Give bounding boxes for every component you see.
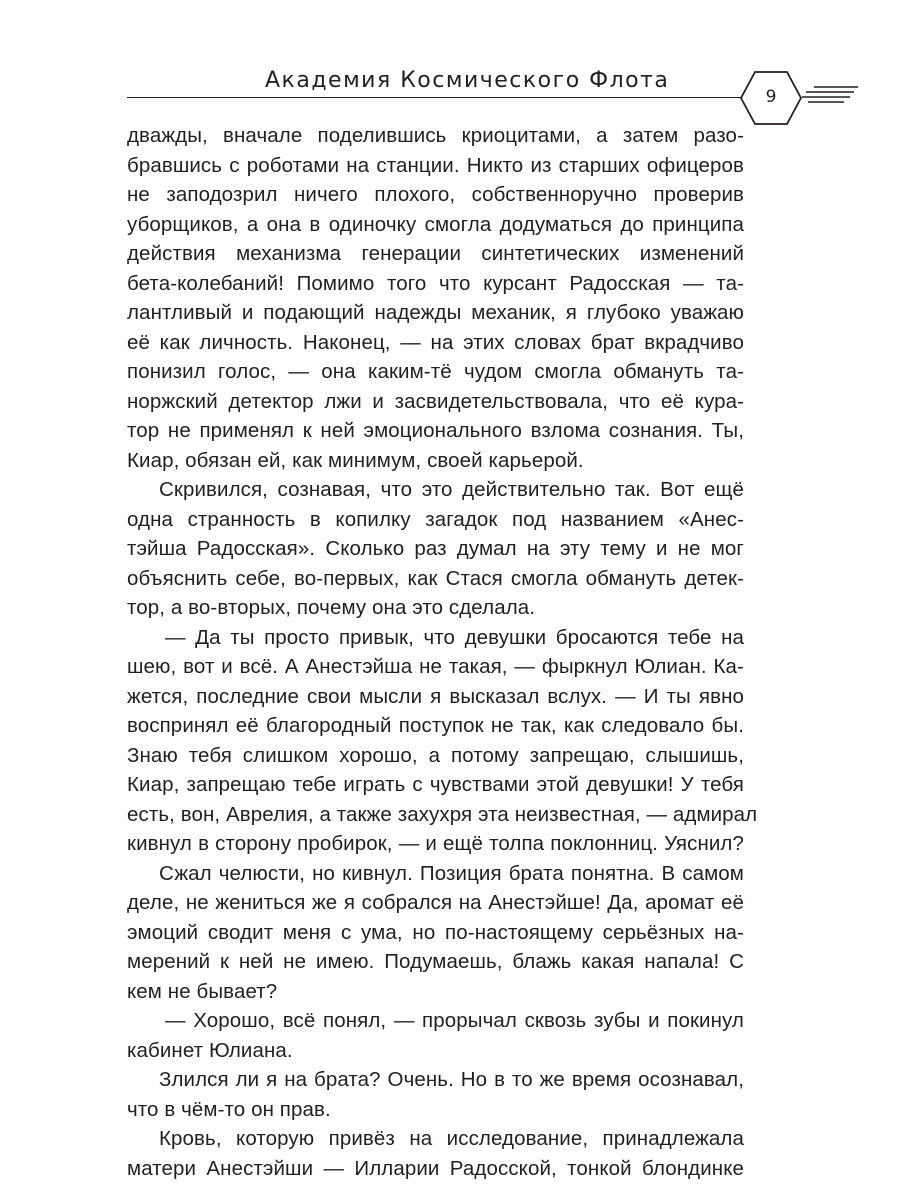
text-line: матери Анестэйши — Илларии Радосской, тонкой блондинке bbox=[127, 1156, 744, 1180]
text-line: шею, вот и всё. А Анестэйша не такая, — фыркнул Юлиан. Ка- bbox=[127, 655, 744, 678]
paragraph-first-line: Скривился, сознавая, что это действительно так. Вот ещё bbox=[159, 478, 744, 501]
speed-lines-ornament bbox=[800, 83, 860, 113]
text-line: одна странность в копилку загадок под названием «Анес- bbox=[127, 507, 744, 531]
text-line: тор, а во-вторых, почему она это сделала. bbox=[127, 596, 536, 619]
body-text bbox=[127, 121, 758, 1183]
page-number-badge bbox=[740, 70, 802, 126]
text-line: бета-колебаний! Помимо того что курсант Радосская — та- bbox=[127, 271, 744, 295]
text-line: эмоций сводит меня с ума, но по-настоящему серьёзных на- bbox=[127, 920, 744, 944]
page-number: 9 bbox=[765, 87, 777, 107]
text-line: Киар, обязан ей, как минимум, своей карьерой. bbox=[127, 448, 584, 472]
running-title: Академия Космического Флота bbox=[265, 68, 670, 93]
text-line: объяснить себе, во-первых, как Стася смогла обмануть детек- bbox=[127, 566, 744, 590]
running-header bbox=[0, 0, 900, 140]
text-line: бравшись с роботами на станции. Никто из старших офицеров bbox=[127, 153, 744, 177]
header-rule bbox=[127, 97, 742, 98]
text-line: воспринял её благородный поступок не так, как следовало бы. bbox=[127, 714, 744, 737]
text-line: её как личность. Наконец, — на этих словах брат вкрадчиво bbox=[127, 330, 744, 354]
text-line: тор не применял к ней эмоционального взлома сознания. Ты, bbox=[127, 419, 744, 442]
text-line: деле, не жениться же я собрался на Анестэйше! Да, аромат её bbox=[127, 891, 744, 914]
text-line: тэйша Радосская». Сколько раз думал на эту тему и не мог bbox=[127, 537, 744, 560]
text-line: норжский детектор лжи и засвидетельствовала, что её кура- bbox=[127, 389, 744, 413]
text-line: мерений к ней не имею. Подумаешь, блажь какая напала! С bbox=[127, 950, 744, 973]
text-line: жется, последние свои мысли я высказал вслух. — И ты явно bbox=[127, 684, 744, 708]
text-line: лантливый и подающий надежды механик, я глубоко уважаю bbox=[127, 301, 744, 324]
text-line: уборщиков, а она в одиночку смогла додуматься до принципа bbox=[127, 212, 744, 236]
paragraph-first-line: Сжал челюсти, но кивнул. Позиция брата понятна. В самом bbox=[159, 861, 744, 885]
text-line: действия механизма генерации синтетических изменений bbox=[127, 242, 744, 265]
text-line: кабинет Юлиана. bbox=[127, 1038, 293, 1062]
paragraph-first-line: Злился ли я на брата? Очень. Но в то же время осознавал, bbox=[159, 1068, 744, 1091]
text-line: понизил голос, — она каким-тё чудом смогла обмануть та- bbox=[127, 360, 744, 383]
text-line: Знаю тебя слишком хорошо, а потому запрещаю, слышишь, bbox=[127, 743, 744, 767]
paragraph-first-line: Кровь, которую привёз на исследование, принадлежала bbox=[159, 1127, 744, 1150]
text-line: что в чём-то он прав. bbox=[127, 1097, 331, 1121]
text-line: кивнул в сторону пробирок, — и ещё толпа поклонниц. Уяснил? bbox=[127, 832, 744, 855]
text-line: кем не бывает? bbox=[127, 979, 278, 1003]
text-line: есть, вон, Аврелия, а также захухря эта неизвестная, — адмирал bbox=[127, 802, 758, 826]
text-line: не заподозрил ничего плохого, собственноручно проверив bbox=[127, 183, 744, 206]
text-line: Киар, запрещаю тебе играть с чувствами этой девушки! У тебя bbox=[127, 773, 744, 796]
paragraph-first-line: — Хорошо, всё понял, — прорычал сквозь зубы и покинул bbox=[165, 1009, 744, 1032]
text-line: дважды, вначале поделившись криоцитами, а затем разо- bbox=[127, 124, 744, 147]
paragraph-first-line: — Да ты просто привык, что девушки бросаются тебе на bbox=[165, 625, 744, 649]
